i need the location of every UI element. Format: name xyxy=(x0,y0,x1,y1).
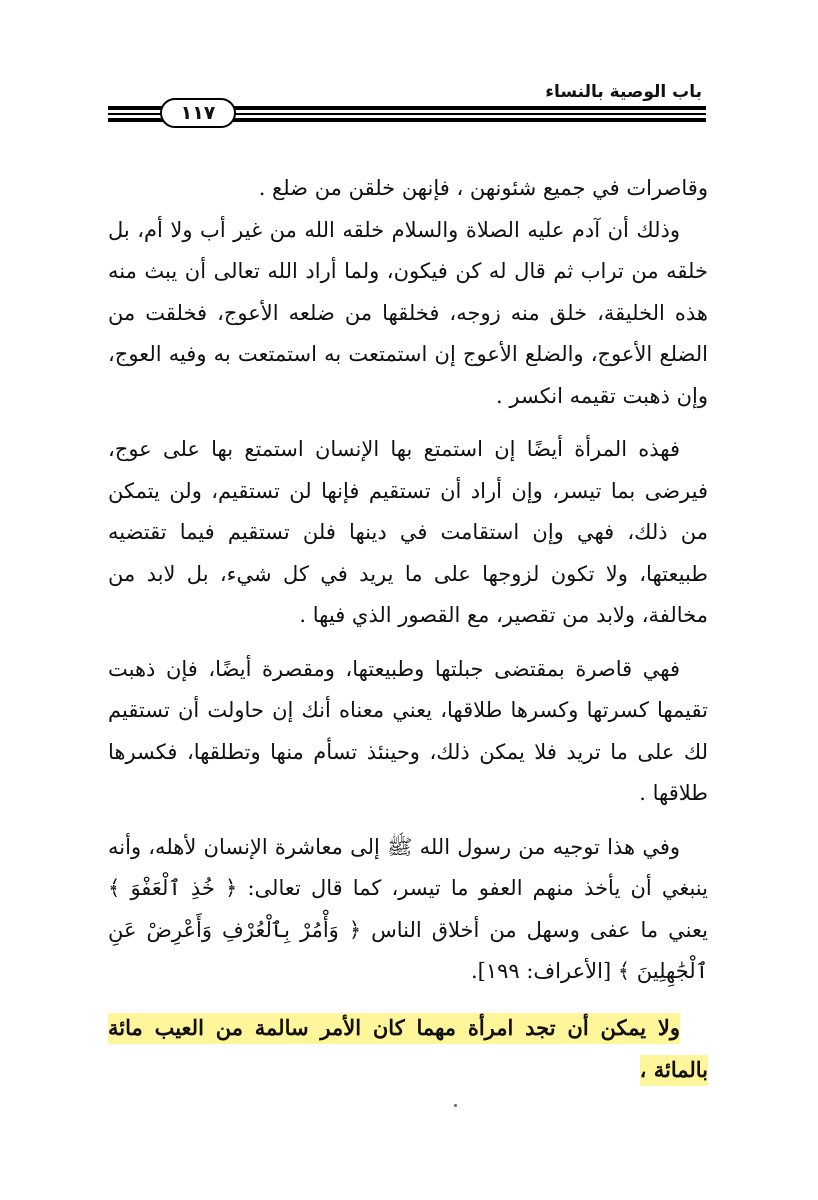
page-number: ١١٧ xyxy=(160,98,236,128)
page-header xyxy=(108,82,706,130)
paragraph: فهي قاصرة بمقتضى جبلتها وطبيعتها، ومقصرة أيضًا، فإن ذهبت تقيمها كسرتها وكسرها طلاقها، يعني معناه أنك إن حاولت أن تستقيم لك على ما تريد فلا يمكن ذلك، وحينئذ تسأم منها وتطلقها، فكسرها طلاقها . xyxy=(108,656,708,805)
highlighted-paragraph xyxy=(108,1007,708,1092)
paragraph: فهذه المرأة أيضًا إن استمتع بها الإنسان استمتع بها على عوج، فيرضى بما تيسر، وإن أراد أن تستقيم فإنها لن تستقيم، ولن يتمكن من ذلك، فهي وإن استقامت في دينها فلن تستقيم فيما تقتضيه طبيعتها، ولا تكون لزوجها على ما يريد في كل شيء، بل لابد من مخالفة، ولابد من تقصير، مع القصور الذي فيها . xyxy=(108,437,708,627)
page-body xyxy=(108,168,708,1092)
paragraph: وقاصرات في جميع شئونهن ، فإنهن خلقن من ضلع . xyxy=(258,176,708,200)
paragraph: وفي هذا توجيه من رسول الله ﷺ إلى معاشرة الإنسان لأهله، وأنه ينبغي أن يأخذ منهم العفو ما تيسر، كما قال تعالى: ﴿ خُذِ ٱلْعَفْوَ ﴾ يعني ما عفى وسهل من أخلاق الناس ﴿ وَأْمُرْ بِٱلْعُرْفِ وَأَعْرِضْ عَنِ ٱلْجَٰهِلِينَ ﴾ [الأعراف: ١٩٩]. xyxy=(108,834,708,983)
highlighted-sentence: ولا يمكن أن تجد امرأة مهما كان الأمر سالمة من العيب مائة بالمائة ، xyxy=(108,1013,708,1087)
running-title: باب الوصية بالنساء xyxy=(545,82,702,102)
ink-speck xyxy=(454,1104,457,1107)
paragraph: وذلك أن آدم عليه الصلاة والسلام خلقه الله من غير أب ولا أم، بل خلقه من تراب ثم قال له كن فيكون، ولما أراد الله تعالى أن يبث منه هذه الخليقة، خلق منه زوجه، فخلقها من ضلعه الأعوج، فخلقت من الضلع الأعوج، والضلع الأعوج إن استمتعت به استمتعت به وفيه العوج، وإن ذهبت تقيمه انكسر . xyxy=(108,217,708,408)
